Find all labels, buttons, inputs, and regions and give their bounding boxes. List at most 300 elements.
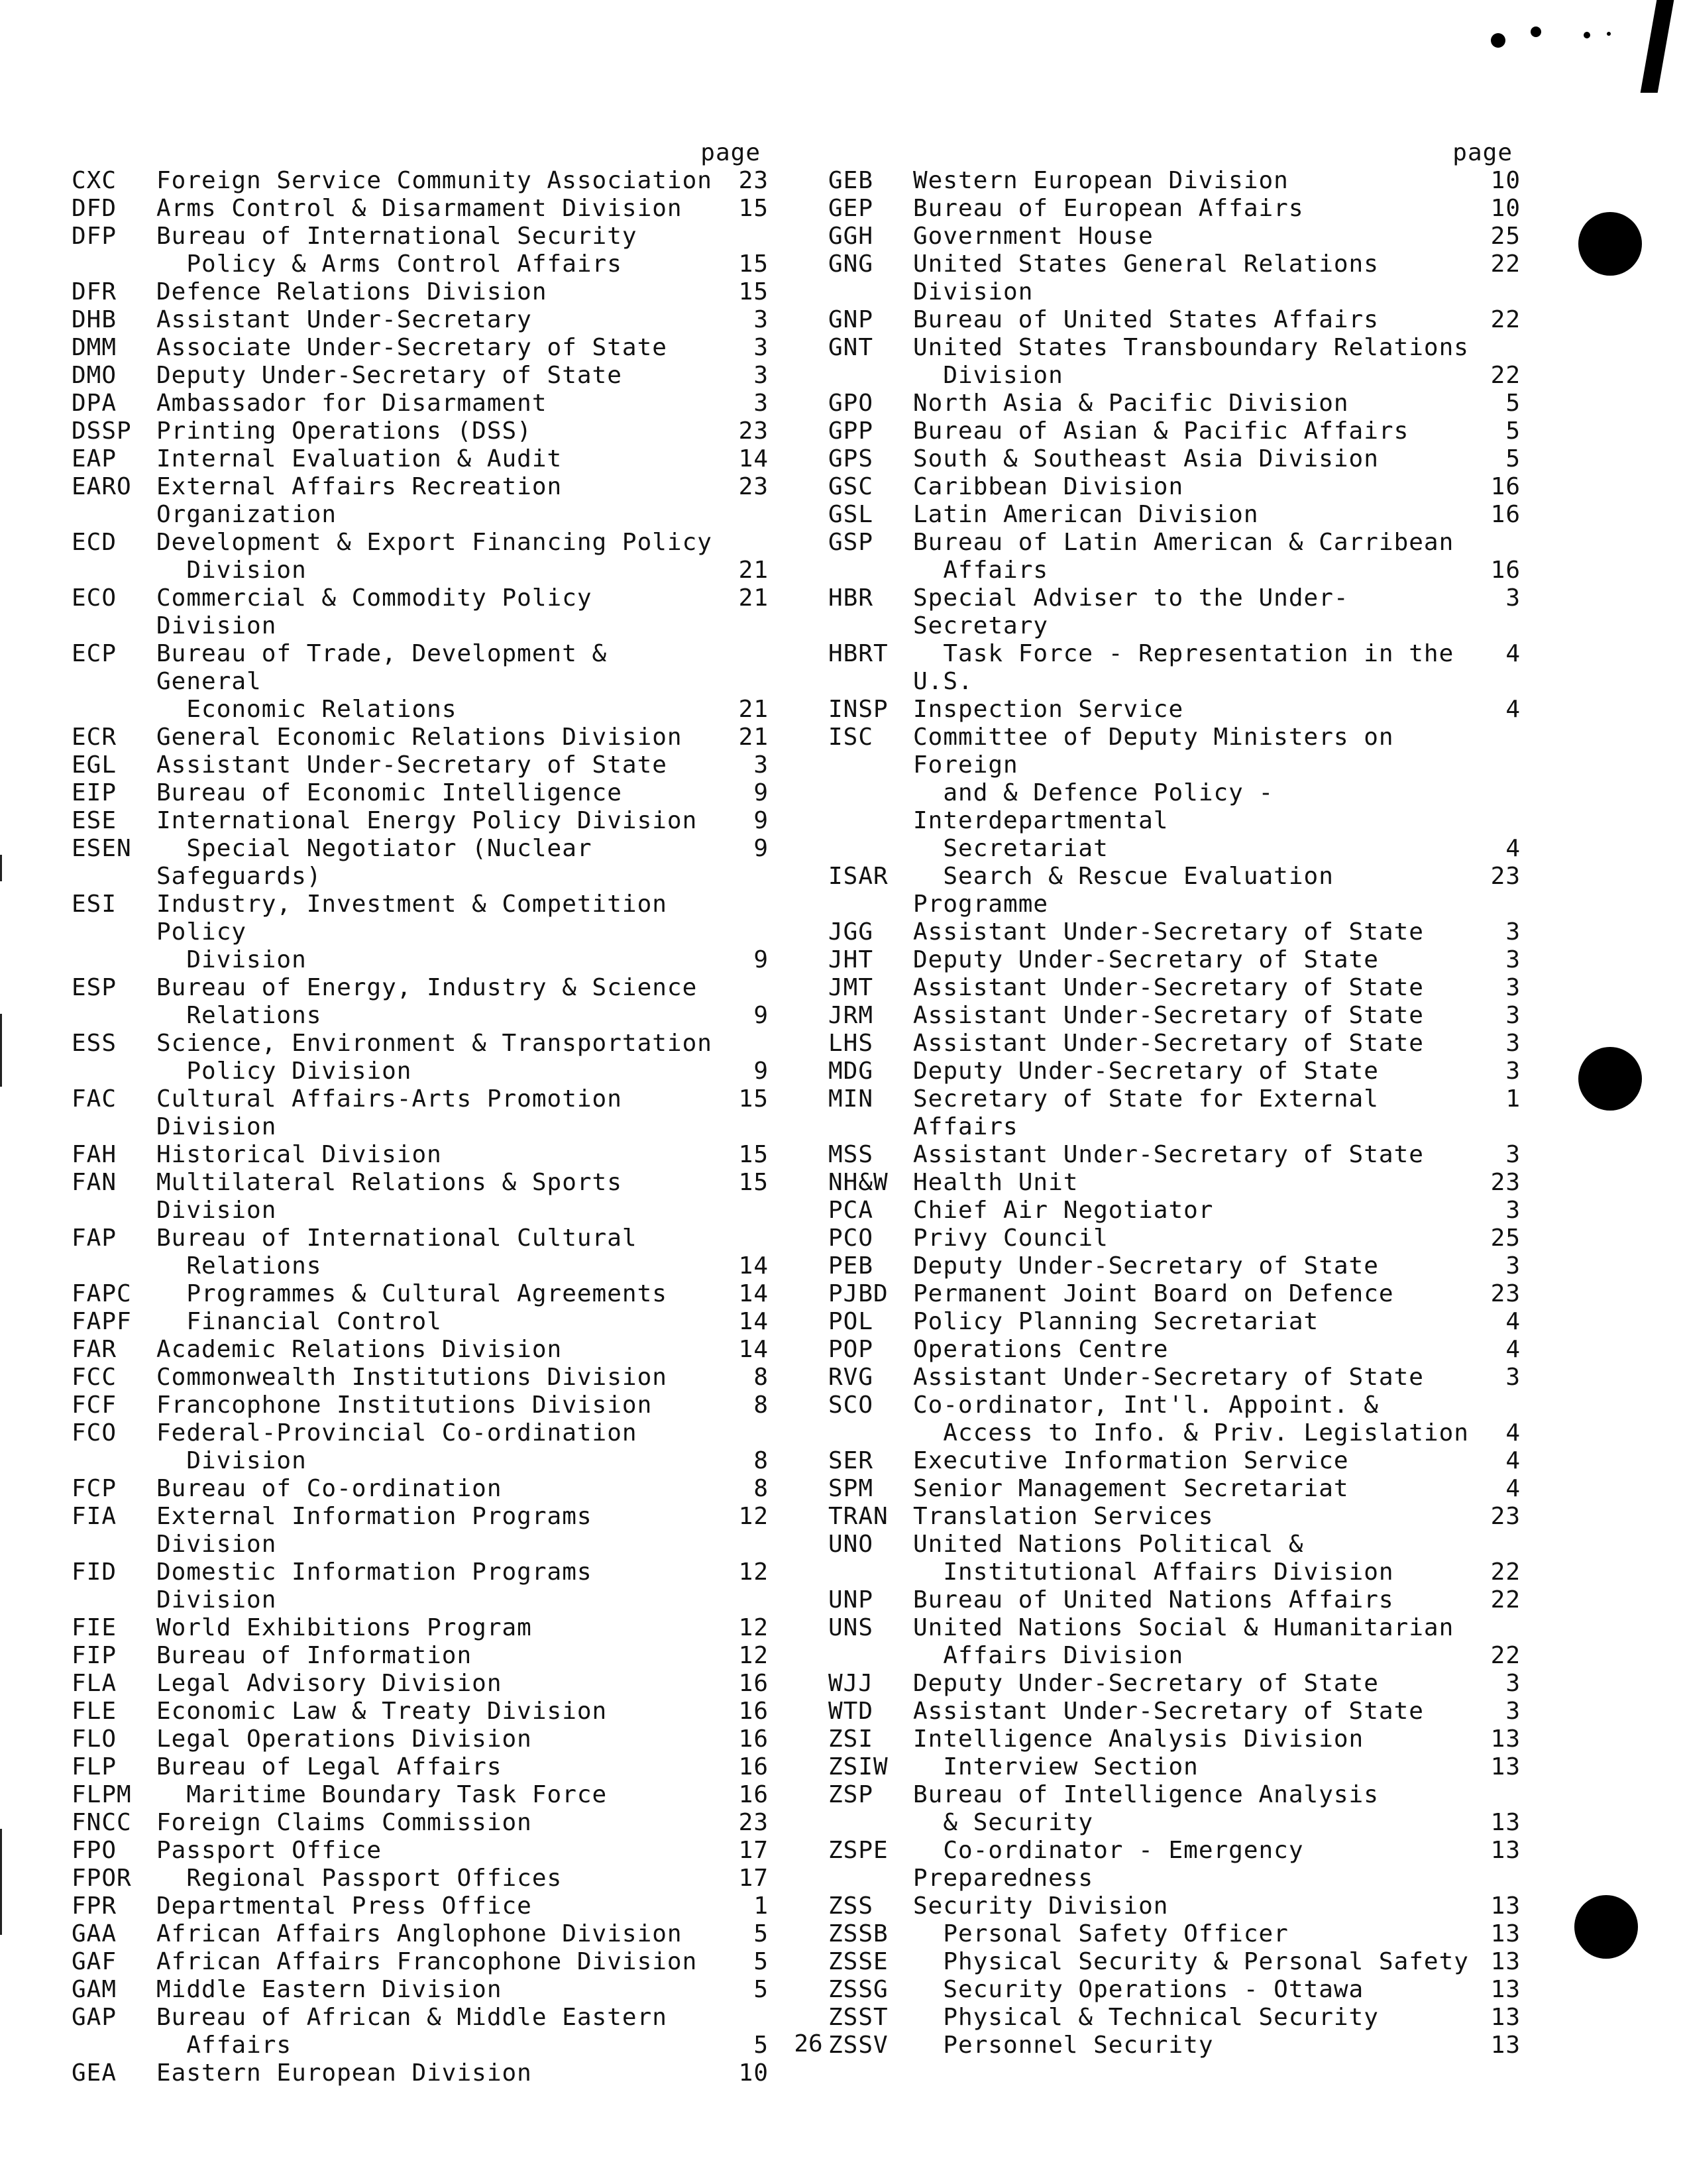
entry-description: Physical Security & Personal Safety bbox=[913, 1948, 1469, 1975]
entry-code: ZSS bbox=[828, 1892, 874, 1920]
entry-code: FAR bbox=[72, 1336, 117, 1363]
entry-code: FCP bbox=[72, 1475, 117, 1502]
entry-description: United Nations Social & Humanitarian bbox=[913, 1614, 1454, 1641]
entry-description: & Security bbox=[913, 1809, 1094, 1836]
index-entry bbox=[72, 1809, 769, 1837]
entry-page: 8 bbox=[753, 1447, 769, 1474]
entry-code: UNP bbox=[828, 1586, 874, 1613]
entry-description: Deputy Under-Secretary of State bbox=[913, 946, 1379, 973]
entry-description: North Asia & Pacific Division bbox=[913, 390, 1349, 417]
index-entry bbox=[828, 1753, 1521, 1781]
index-entry bbox=[72, 529, 769, 557]
entry-code: FIA bbox=[72, 1503, 117, 1530]
index-entry bbox=[828, 1169, 1521, 1197]
index-entry bbox=[72, 1447, 769, 1475]
index-entry bbox=[72, 473, 769, 529]
entry-code: WTD bbox=[828, 1698, 874, 1725]
index-entry bbox=[72, 1280, 769, 1308]
entry-code: JHT bbox=[828, 946, 874, 973]
entry-description: Bureau of Intelligence Analysis bbox=[913, 1781, 1379, 1808]
entry-code: ESP bbox=[72, 974, 117, 1001]
entry-page: 21 bbox=[738, 557, 769, 584]
entry-description: Foreign Service Community Association bbox=[156, 167, 712, 194]
entry-page: 16 bbox=[738, 1781, 769, 1808]
entry-description: Printing Operations (DSS) bbox=[156, 417, 532, 445]
entry-description: Physical & Technical Security bbox=[913, 2004, 1379, 2031]
entry-page: 3 bbox=[753, 362, 769, 389]
entry-code: FPO bbox=[72, 1837, 117, 1864]
entry-page: 22 bbox=[1490, 1642, 1521, 1669]
index-entry bbox=[828, 1558, 1521, 1586]
entry-code: ZSSE bbox=[828, 1948, 889, 1975]
entry-code: ZSPE bbox=[828, 1837, 889, 1864]
index-entry bbox=[72, 334, 769, 362]
entry-page: 16 bbox=[1490, 501, 1521, 528]
entry-page: 3 bbox=[1505, 1364, 1521, 1391]
entry-description: Development & Export Financing Policy bbox=[156, 529, 712, 556]
entry-description: Inspection Service bbox=[913, 696, 1184, 723]
index-entry bbox=[828, 1892, 1521, 1920]
entry-code: FAN bbox=[72, 1169, 117, 1196]
entry-description: Security Operations - Ottawa bbox=[913, 1976, 1364, 2003]
index-entry bbox=[72, 1558, 769, 1614]
entry-description: Assistant Under-Secretary bbox=[156, 306, 532, 333]
index-entry bbox=[828, 640, 1521, 696]
index-entry bbox=[828, 1809, 1521, 1837]
entry-description: General Economic Relations Division bbox=[156, 724, 682, 751]
index-entry bbox=[72, 974, 769, 1002]
index-entry bbox=[72, 835, 769, 891]
entry-code: ZSSV bbox=[828, 2032, 889, 2059]
entry-description: Regional Passport Offices bbox=[156, 1865, 563, 1892]
entry-code: PCA bbox=[828, 1197, 874, 1224]
index-entry bbox=[72, 1308, 769, 1336]
index-entry bbox=[72, 807, 769, 835]
index-entry bbox=[72, 640, 769, 696]
index-entry bbox=[828, 918, 1521, 946]
entry-code: ESI bbox=[72, 891, 117, 918]
entry-page: 13 bbox=[1490, 1809, 1521, 1836]
entry-page: 21 bbox=[738, 584, 769, 612]
entry-description: Economic Relations bbox=[156, 696, 457, 723]
entry-code: GNP bbox=[828, 306, 874, 333]
entry-page: 16 bbox=[1490, 473, 1521, 500]
punch-hole bbox=[1578, 1047, 1642, 1111]
entry-page: 4 bbox=[1505, 1419, 1521, 1447]
index-entry bbox=[72, 724, 769, 751]
entry-page: 9 bbox=[753, 1058, 769, 1085]
index-entry bbox=[828, 529, 1521, 557]
index-entry bbox=[828, 1085, 1521, 1141]
entry-description: Bureau of European Affairs bbox=[913, 195, 1304, 222]
entry-page: 14 bbox=[738, 1308, 769, 1335]
entry-description: Deputy Under-Secretary of State bbox=[913, 1058, 1379, 1085]
index-entry bbox=[828, 1058, 1521, 1085]
index-entry bbox=[828, 167, 1521, 195]
entry-page: 15 bbox=[738, 1169, 769, 1196]
entry-page: 4 bbox=[1505, 835, 1521, 862]
entry-code: FCF bbox=[72, 1392, 117, 1419]
index-column-right bbox=[828, 139, 1521, 2059]
index-entry bbox=[828, 2032, 1521, 2059]
entry-description: United States General Relations Division bbox=[913, 250, 1394, 305]
entry-description: Interview Section bbox=[913, 1753, 1199, 1780]
index-entry bbox=[72, 751, 769, 779]
punch-hole bbox=[1574, 1895, 1638, 1959]
scan-edge-mark bbox=[1641, 0, 1674, 93]
entry-description: Defence Relations Division bbox=[156, 278, 547, 305]
index-entry bbox=[828, 1308, 1521, 1336]
entry-description: Latin American Division bbox=[913, 501, 1259, 528]
entry-code: DSSP bbox=[72, 417, 132, 445]
entry-code: CXC bbox=[72, 167, 117, 194]
index-entry bbox=[72, 1475, 769, 1503]
entry-code: ESE bbox=[72, 807, 117, 834]
index-entry bbox=[828, 1781, 1521, 1809]
index-entry bbox=[72, 1336, 769, 1364]
index-entry bbox=[72, 390, 769, 417]
entry-code: ISAR bbox=[828, 863, 889, 890]
entry-description: Programmes & Cultural Agreements bbox=[156, 1280, 667, 1307]
entry-page: 3 bbox=[1505, 1670, 1521, 1697]
entry-page: 12 bbox=[738, 1614, 769, 1641]
entry-page: 16 bbox=[738, 1698, 769, 1725]
entry-description: Assistant Under-Secretary of State bbox=[156, 751, 667, 779]
entry-page: 13 bbox=[1490, 1948, 1521, 1975]
index-entry bbox=[72, 1614, 769, 1642]
index-entry bbox=[72, 696, 769, 724]
entry-description: Policy Planning Secretariat bbox=[913, 1308, 1319, 1335]
entry-description: United States Transboundary Relations bbox=[913, 334, 1469, 361]
entry-page: 22 bbox=[1490, 362, 1521, 389]
entry-description: Bureau of Trade, Development & General bbox=[156, 640, 622, 695]
index-entry bbox=[828, 1447, 1521, 1475]
entry-code: ECO bbox=[72, 584, 117, 612]
index-entry bbox=[828, 1030, 1521, 1058]
entry-description: Special Negotiator (Nuclear Safeguards) bbox=[156, 835, 608, 890]
entry-description: Privy Council bbox=[913, 1225, 1109, 1252]
index-entry bbox=[828, 584, 1521, 640]
entry-code: ISC bbox=[828, 724, 874, 751]
entry-code: FNCC bbox=[72, 1809, 132, 1836]
entry-description: Operations Centre bbox=[913, 1336, 1169, 1363]
entry-description: and & Defence Policy - Interdepartmental bbox=[913, 779, 1289, 834]
entry-description: Economic Law & Treaty Division bbox=[156, 1698, 608, 1725]
entry-code: EGL bbox=[72, 751, 117, 779]
index-entry bbox=[828, 1392, 1521, 1419]
entry-code: GSL bbox=[828, 501, 874, 528]
entry-page: 15 bbox=[738, 278, 769, 305]
index-entry bbox=[72, 167, 769, 195]
entry-code: JGG bbox=[828, 918, 874, 946]
entry-description: Government House bbox=[913, 223, 1154, 250]
entry-description: Affairs bbox=[156, 2032, 292, 2059]
index-entry bbox=[72, 445, 769, 473]
entry-description: Bureau of Legal Affairs bbox=[156, 1753, 502, 1780]
entry-page: 4 bbox=[1505, 1308, 1521, 1335]
entry-code: FAC bbox=[72, 1085, 117, 1113]
entry-page: 13 bbox=[1490, 1753, 1521, 1780]
entry-page: 15 bbox=[738, 1141, 769, 1168]
entry-code: FLP bbox=[72, 1753, 117, 1780]
index-entry bbox=[828, 250, 1521, 306]
entry-code: ZSIW bbox=[828, 1753, 889, 1780]
entry-description: Committee of Deputy Ministers on Foreign bbox=[913, 724, 1409, 779]
index-entry bbox=[72, 1837, 769, 1865]
entry-code: GAA bbox=[72, 1920, 117, 1947]
entry-description: Middle Eastern Division bbox=[156, 1976, 502, 2003]
entry-code: INSP bbox=[828, 696, 889, 723]
entry-description: Security Division bbox=[913, 1892, 1169, 1920]
entry-code: ESEN bbox=[72, 835, 132, 862]
entry-description: Affairs Division bbox=[913, 1642, 1184, 1669]
entry-code: DMM bbox=[72, 334, 117, 361]
index-entry bbox=[828, 334, 1521, 362]
index-entry bbox=[828, 779, 1521, 835]
entry-page: 23 bbox=[1490, 863, 1521, 890]
entry-description: Institutional Affairs Division bbox=[913, 1558, 1394, 1586]
index-entry bbox=[828, 1364, 1521, 1392]
entry-code: FIE bbox=[72, 1614, 117, 1641]
entry-description: Division bbox=[156, 1447, 307, 1474]
entry-description: Policy Division bbox=[156, 1058, 412, 1085]
entry-page: 9 bbox=[753, 807, 769, 834]
entry-page: 5 bbox=[753, 1920, 769, 1947]
entry-description: Relations bbox=[156, 1002, 322, 1029]
entry-description: Associate Under-Secretary of State bbox=[156, 334, 667, 361]
index-entry bbox=[72, 1670, 769, 1698]
entry-page: 25 bbox=[1490, 223, 1521, 250]
entry-description: Maritime Boundary Task Force bbox=[156, 1781, 608, 1808]
entry-description: Search & Rescue Evaluation Programme bbox=[913, 863, 1349, 918]
entry-description: Affairs bbox=[913, 557, 1049, 584]
entry-description: Deputy Under-Secretary of State bbox=[156, 362, 622, 389]
index-entry bbox=[828, 1225, 1521, 1252]
index-entry bbox=[828, 2004, 1521, 2032]
index-entry bbox=[828, 501, 1521, 529]
index-entry bbox=[72, 1725, 769, 1753]
index-entry bbox=[72, 946, 769, 974]
entry-page: 22 bbox=[1490, 250, 1521, 278]
entry-description: Executive Information Service bbox=[913, 1447, 1349, 1474]
entry-code: FCO bbox=[72, 1419, 117, 1447]
entry-code: EIP bbox=[72, 779, 117, 806]
entry-page: 3 bbox=[1505, 1252, 1521, 1280]
entry-page: 4 bbox=[1505, 1336, 1521, 1363]
entry-code: GAM bbox=[72, 1976, 117, 2003]
index-entry bbox=[72, 2032, 769, 2059]
index-column-left bbox=[72, 139, 769, 2087]
entry-code: NH&W bbox=[828, 1169, 889, 1196]
entry-description: Historical Division bbox=[156, 1141, 442, 1168]
entry-code: GNT bbox=[828, 334, 874, 361]
index-list-right bbox=[828, 167, 1521, 2059]
index-entry bbox=[828, 835, 1521, 863]
entry-description: Senior Management Secretariat bbox=[913, 1475, 1349, 1502]
entry-code: GPS bbox=[828, 445, 874, 472]
index-entry bbox=[72, 1225, 769, 1252]
entry-description: World Exhibitions Program bbox=[156, 1614, 532, 1641]
margin-mark bbox=[0, 855, 2, 881]
index-entry bbox=[828, 1252, 1521, 1280]
entry-description: Ambassador for Disarmament bbox=[156, 390, 547, 417]
index-entry bbox=[72, 1698, 769, 1725]
entry-description: Bureau of Energy, Industry & Science bbox=[156, 974, 698, 1001]
entry-description: Assistant Under-Secretary of State bbox=[913, 1364, 1424, 1391]
entry-code: PJBD bbox=[828, 1280, 889, 1307]
entry-page: 10 bbox=[1490, 195, 1521, 222]
entry-page: 3 bbox=[1505, 946, 1521, 973]
entry-description: Bureau of United States Affairs bbox=[913, 306, 1379, 333]
scan-speck bbox=[1607, 32, 1611, 36]
entry-page: 13 bbox=[1490, 1976, 1521, 2003]
entry-code: GEA bbox=[72, 2059, 117, 2087]
entry-description: Bureau of Information bbox=[156, 1642, 472, 1669]
entry-page: 3 bbox=[1505, 1197, 1521, 1224]
entry-code: PEB bbox=[828, 1252, 874, 1280]
index-entry bbox=[72, 1753, 769, 1781]
index-entry bbox=[72, 1419, 769, 1447]
entry-description: Deputy Under-Secretary of State bbox=[913, 1252, 1379, 1280]
entry-description: Policy & Arms Control Affairs bbox=[156, 250, 622, 278]
entry-code: GPO bbox=[828, 390, 874, 417]
index-entry bbox=[828, 306, 1521, 334]
index-entry bbox=[828, 1698, 1521, 1725]
entry-description: Permanent Joint Board on Defence bbox=[913, 1280, 1394, 1307]
entry-description: External Affairs Recreation Organization bbox=[156, 473, 577, 528]
entry-page: 3 bbox=[753, 306, 769, 333]
index-entry bbox=[72, 1058, 769, 1085]
index-entry bbox=[828, 1586, 1521, 1614]
entry-page: 13 bbox=[1490, 1892, 1521, 1920]
entry-code: WJJ bbox=[828, 1670, 874, 1697]
entry-page: 13 bbox=[1490, 1725, 1521, 1753]
entry-description: Division bbox=[156, 946, 307, 973]
entry-code: FLE bbox=[72, 1698, 117, 1725]
scan-speck bbox=[1584, 32, 1590, 38]
entry-page: 23 bbox=[1490, 1280, 1521, 1307]
scan-speck bbox=[1531, 27, 1541, 37]
entry-code: GEP bbox=[828, 195, 874, 222]
entry-description: Eastern European Division bbox=[156, 2059, 532, 2087]
index-entry bbox=[828, 1336, 1521, 1364]
index-entry bbox=[72, 2059, 769, 2087]
entry-description: Secretary of State for External Affairs bbox=[913, 1085, 1394, 1140]
entry-page: 1 bbox=[753, 1892, 769, 1920]
index-entry bbox=[72, 1920, 769, 1948]
index-entry bbox=[828, 473, 1521, 501]
index-entry bbox=[828, 417, 1521, 445]
index-entry bbox=[828, 1002, 1521, 1030]
entry-description: Departmental Press Office bbox=[156, 1892, 532, 1920]
index-entry bbox=[72, 1030, 769, 1058]
entry-code: POL bbox=[828, 1308, 874, 1335]
page-column-header: page bbox=[1452, 139, 1513, 166]
entry-page: 16 bbox=[738, 1753, 769, 1780]
entry-description: Commercial & Commodity Policy Division bbox=[156, 584, 608, 639]
entry-description: Caribbean Division bbox=[913, 473, 1184, 500]
entry-description: Academic Relations Division bbox=[156, 1336, 563, 1363]
page-column-header: page bbox=[700, 139, 761, 166]
index-entry bbox=[828, 1948, 1521, 1976]
entry-description: Special Adviser to the Under-Secretary bbox=[913, 584, 1349, 639]
index-entry bbox=[828, 195, 1521, 223]
entry-code: FAP bbox=[72, 1225, 117, 1252]
entry-code: ECD bbox=[72, 529, 117, 556]
entry-page: 10 bbox=[1490, 167, 1521, 194]
entry-code: FAPF bbox=[72, 1308, 132, 1335]
entry-description: Task Force - Representation in the U.S. bbox=[913, 640, 1469, 695]
entry-code: ZSP bbox=[828, 1781, 874, 1808]
index-entry bbox=[828, 696, 1521, 724]
entry-page: 4 bbox=[1505, 1475, 1521, 1502]
index-entry bbox=[72, 1865, 769, 1892]
index-entry bbox=[828, 974, 1521, 1002]
index-entry bbox=[72, 1141, 769, 1169]
entry-code: JMT bbox=[828, 974, 874, 1001]
entry-code: MDG bbox=[828, 1058, 874, 1085]
entry-description: Bureau of Latin American & Carribean bbox=[913, 529, 1454, 556]
index-entry bbox=[828, 223, 1521, 250]
entry-description: Western European Division bbox=[913, 167, 1289, 194]
entry-page: 23 bbox=[738, 473, 769, 500]
entry-code: DHB bbox=[72, 306, 117, 333]
entry-page: 9 bbox=[753, 1002, 769, 1029]
index-entry bbox=[828, 1419, 1521, 1447]
entry-page: 16 bbox=[1490, 557, 1521, 584]
entry-description: Personnel Security bbox=[913, 2032, 1214, 2059]
entry-page: 3 bbox=[1505, 974, 1521, 1001]
entry-description: Co-ordinator, Int'l. Appoint. & bbox=[913, 1392, 1379, 1419]
entry-page: 12 bbox=[738, 1642, 769, 1669]
entry-code: TRAN bbox=[828, 1503, 889, 1530]
entry-code: ESS bbox=[72, 1030, 117, 1057]
entry-page: 23 bbox=[1490, 1169, 1521, 1196]
index-entry bbox=[72, 1642, 769, 1670]
index-entry bbox=[828, 1837, 1521, 1892]
entry-description: Assistant Under-Secretary of State bbox=[913, 1698, 1424, 1725]
entry-page: 14 bbox=[738, 1336, 769, 1363]
entry-code: ECP bbox=[72, 640, 117, 667]
entry-page: 14 bbox=[738, 1252, 769, 1280]
entry-description: Financial Control bbox=[156, 1308, 442, 1335]
entry-code: SCO bbox=[828, 1392, 874, 1419]
index-entry bbox=[72, 223, 769, 250]
entry-description: Intelligence Analysis Division bbox=[913, 1725, 1364, 1753]
margin-mark bbox=[0, 1829, 2, 1935]
index-entry bbox=[828, 1475, 1521, 1503]
margin-mark bbox=[0, 1014, 2, 1087]
entry-page: 9 bbox=[753, 946, 769, 973]
entry-page: 1 bbox=[1505, 1085, 1521, 1113]
entry-page: 3 bbox=[1505, 1058, 1521, 1085]
entry-description: Cultural Affairs-Arts Promotion Division bbox=[156, 1085, 637, 1140]
index-entry bbox=[828, 724, 1521, 779]
entry-code: FIP bbox=[72, 1642, 117, 1669]
entry-description: Relations bbox=[156, 1252, 322, 1280]
entry-description: African Affairs Francophone Division bbox=[156, 1948, 698, 1975]
entry-code: DFR bbox=[72, 278, 117, 305]
entry-description: Bureau of International Cultural bbox=[156, 1225, 637, 1252]
entry-code: FLA bbox=[72, 1670, 117, 1697]
entry-page: 14 bbox=[738, 1280, 769, 1307]
entry-description: Internal Evaluation & Audit bbox=[156, 445, 563, 472]
entry-page: 3 bbox=[753, 334, 769, 361]
entry-page: 5 bbox=[1505, 390, 1521, 417]
entry-page: 8 bbox=[753, 1392, 769, 1419]
entry-description: Passport Office bbox=[156, 1837, 382, 1864]
index-entry bbox=[72, 779, 769, 807]
